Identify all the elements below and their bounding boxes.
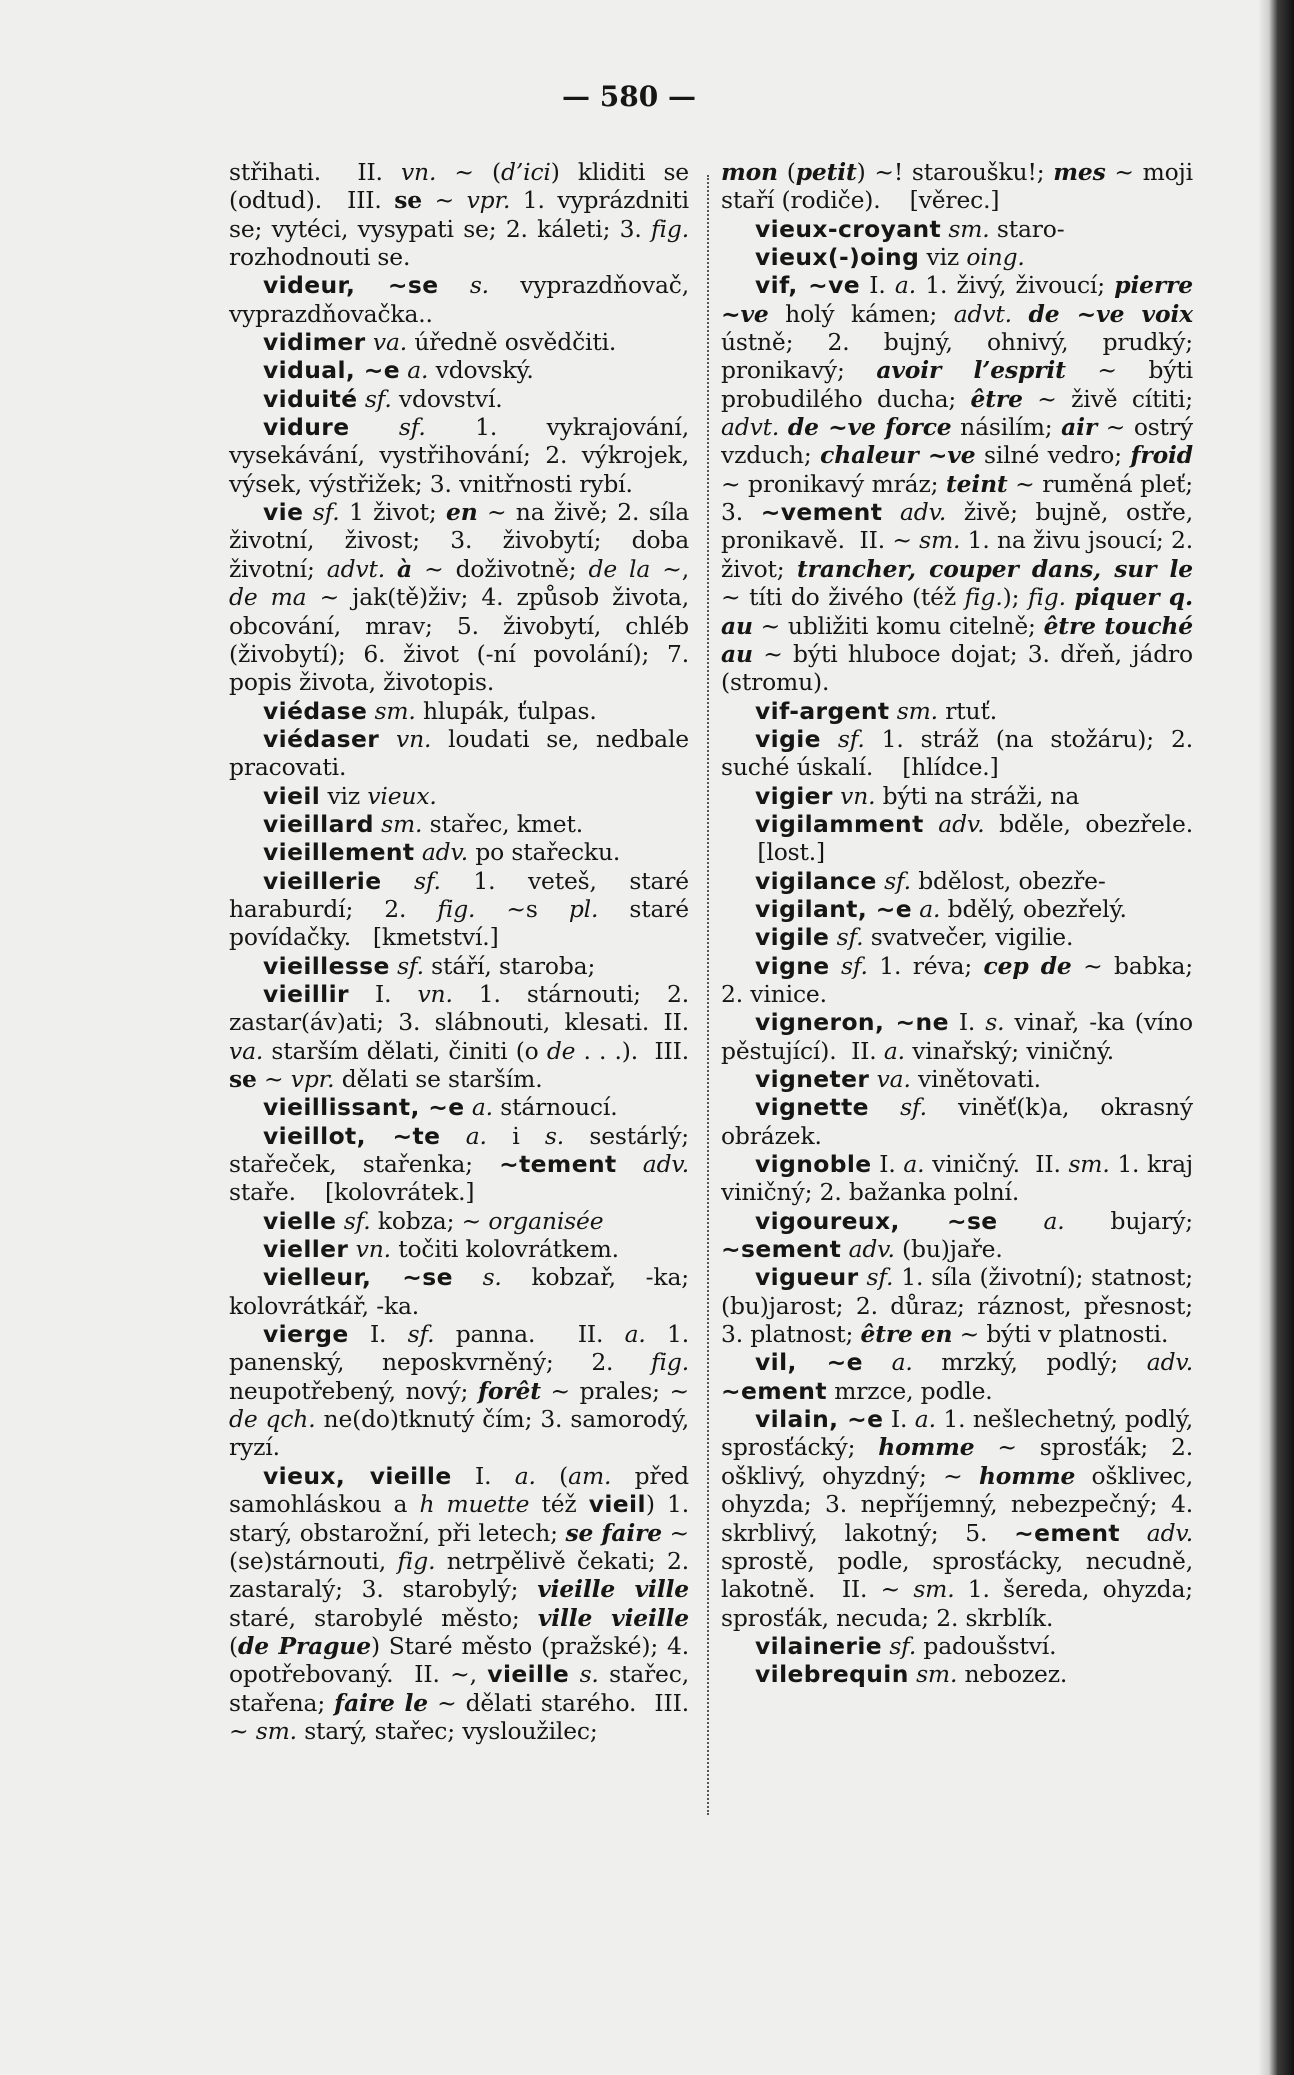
column-divider (707, 175, 709, 1815)
dictionary-entry: vigier vn. býti na stráži, na (755, 781, 1080, 810)
dictionary-entry: vieil viz vieux. (263, 781, 437, 810)
dictionary-entry: vilainerie sf. padoušství. (755, 1631, 1057, 1660)
page-edge (1258, 0, 1294, 2075)
dictionary-entry: vigoureux, ~se a. bujarý; ~sement adv. (bu)jaře. (721, 1206, 1193, 1264)
dictionary-entry: vieillesse sf. stáří, staroba; (263, 951, 596, 980)
right-column (721, 158, 1193, 1689)
dictionary-entry: vidual, ~e a. vdovský. (263, 356, 534, 385)
dictionary-entry: vigneron, ~ne I. s. vinař, -ka (víno pěstující). II. a. vinařský; viničný. (721, 1008, 1193, 1065)
dictionary-entry: vigneter va. vinětovati. (755, 1065, 1041, 1093)
dictionary-entry: vieillot, ~te a. i s. sestárlý; stařeček, stařenka; ~tement adv. staře. [kolovrátek.] (229, 1121, 689, 1207)
dictionary-entry: vieux-croyant sm. staro- (755, 214, 1065, 243)
dictionary-entry: vidure sf. 1. vykrajování, vysekávání, vystřihování; 2. výkrojek, výsek, výstřižek; 3. vnitřnosti rybí. (229, 413, 689, 498)
dictionary-entry: vil, ~e a. mrzký, podlý; adv. ~ement mrzce, podle. (721, 1348, 1193, 1405)
dictionary-entry: vie sf. 1 život; en ~ na živě; 2. síla životní, živost; 3. živobytí; doba životní; advt. à ~ doživotně; de la ~, de ma ~ jak(tě)živ; 4. způsob života, obcování, mrav; 5. živobytí, chléb (živobytí); 6. život (-ní povolání); 7. popis života, životopis. (229, 498, 690, 697)
dictionary-entry: vieillir I. vn. 1. stárnouti; 2. zastar(áv)ati; 3. slábnouti, klesati. II. va. starším dělati, činiti (o de . . .). III. se ~ vpr. dělati se starším. (229, 979, 689, 1093)
dictionary-entry: vieillerie sf. 1. veteš, staré haraburdí; 2. fig. ~s pl. staré povídačky. [kmetství.] (229, 866, 689, 952)
dictionary-entry: vif, ~ve I. a. 1. živý, živoucí; pierre ~ve holý kámen; advt. de ~ve voix ústně; 2. bujný, ohnivý, prudký; pronikavý; avoir l’esprit ~ býti probudilého ducha; être ~ živě cítiti; advt. de ~ve force násilím; air ~ ostrý vzduch; chaleur ~ve silné vedro; froid ~ pronikavý mráz; teint ~ ruměná pleť; 3. ~vement adv. živě; bujně, ostře, pronikavě. II. ~ sm. 1. na živu jsoucí; 2. život; trancher, couper dans, sur le ~ títi do živého (též fig.); fig. piquer q. au ~ ubližiti komu citelně; être touché au ~ býti hluboce dojat; 3. dřeň, jádro (stromu). (721, 271, 1194, 697)
dictionary-entry: vieux, vieille I. a. (am. před samohláskou a h muette též vieil) 1. starý, obstarožní, při letech; se faire ~ (se)stárnouti, fig. netrpělivě čekati; 2. zastaralý; 3. starobylý; vieille ville staré, starobylé město; ville vieille (de Prague) Staré město (pražské); 4. opotřebovaný. II. ~, vieille s. stařec, stařena; faire le ~ dělati starého. III. ~ sm. starý, stařec; vysloužilec; (229, 1461, 690, 1745)
dictionary-entry: vignette sf. viněť(k)a, okrasný obrázek. (721, 1093, 1193, 1150)
dictionary-entry: vif-argent sm. rtuť. (755, 696, 997, 725)
dictionary-entry: vidimer va. úředně osvědčiti. (263, 328, 617, 357)
dictionary-entry: vieux(-)oing viz oing. (755, 243, 1025, 272)
entry-continuation: mon (petit) ~! staroušku!; mes ~ moji staří (rodiče). [věrec.] (721, 158, 1193, 215)
dictionary-entry: vielle sf. kobza; ~ organisée (263, 1206, 604, 1235)
dictionary-entry: vigilamment adv. bděle, obezřele. [lost.] (721, 809, 1193, 867)
dictionary-entry: viédaser vn. loudati se, nedbale pracovati. (229, 724, 689, 782)
dictionary-entry: vieillement adv. po stařecku. (263, 838, 621, 867)
dictionary-entry: vielleur, ~se s. kobzař, -ka; kolovrátkář, -ka. (229, 1263, 689, 1320)
dictionary-entry: vigile sf. svatvečer, vigilie. (755, 923, 1074, 952)
dictionary-entry: viduité sf. vdovství. (263, 384, 503, 413)
dictionary-entry: vierge I. sf. panna. II. a. 1. panenský, neposkvrněný; 2. fig. neupotřebený, nový; forêt ~ prales; ~ de qch. ne(do)tknutý čím; 3. samorodý, ryzí. (229, 1320, 689, 1462)
dictionary-entry: vignoble I. a. viničný. II. sm. 1. kraj viničný; 2. bažanka polní. (721, 1150, 1193, 1207)
dictionary-entry: vieillard sm. stařec, kmet. (263, 809, 584, 838)
dictionary-entry: vilain, ~e I. a. 1. nešlechetný, podlý, sprosťácký; homme ~ sprosťák; 2. ošklivý, ohyzdný; ~ homme ošklivec, ohyzda; 3. nepříjemný, nebezpečný; 4. skrblivý, lakotný; 5. ~ement adv. sprostě, podle, sprosťácky, necudně, lakotně. II. ~ sm. 1. šereda, ohyzda; sprosťák, necuda; 2. skrblík. (721, 1405, 1194, 1632)
dictionary-entry: vigie sf. 1. stráž (na stožáru); 2. suché úskalí. [hlídce.] (721, 724, 1193, 782)
dictionary-entry: vilebrequin sm. nebozez. (755, 1660, 1068, 1689)
page-number: — 580 — (562, 80, 696, 113)
dictionary-entry: vigilant, ~e a. bdělý, obezřelý. (755, 894, 1127, 923)
dictionary-entry: viédase sm. hlupák, ťulpas. (263, 696, 597, 725)
dictionary-entry: vigne sf. 1. réva; cep de ~ babka; 2. vinice. (721, 951, 1194, 1008)
dictionary-entry: vieillissant, ~e a. stárnoucí. (263, 1093, 618, 1122)
dictionary-entry: vigilance sf. bdělost, obezře- (755, 866, 1106, 895)
entry-continuation: střihati. II. vn. ~ (d’ici) kliditi se (odtud). III. se ~ vpr. 1. vyprázdniti se; vytéci, vysypati se; 2. káleti; 3. fig. rozhodnouti se. (229, 158, 689, 272)
dictionary-entry: videur, ~se s. vyprazdňovač, vyprazdňovačka.. (229, 271, 689, 328)
dictionary-entry: vieller vn. točiti kolovrátkem. (263, 1235, 619, 1264)
dictionary-entry: vigueur sf. 1. síla (životní); statnost; (bu)jarost; 2. důraz; ráznost, přesnost; 3. platnost; être en ~ býti v platnosti. (721, 1263, 1193, 1349)
left-column (229, 158, 689, 1745)
